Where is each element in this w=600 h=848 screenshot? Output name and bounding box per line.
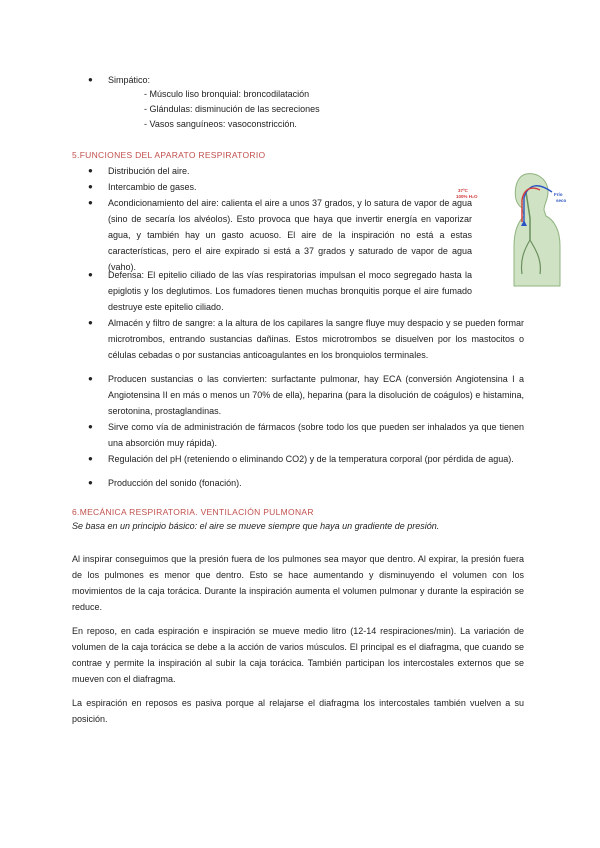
bullet-dot: ● <box>88 182 93 191</box>
bullet-dot: ● <box>88 75 93 84</box>
list-item-text: Regulación del pH (reteniendo o eliminando CO2) y de la temperatura corporal (por pérdida de agua). <box>108 454 514 464</box>
list-item-text: Acondicionamiento del aire: calienta el aire a unos 37 grados, y lo satura de vapor de agua (sino de secaría los alvéolos). Esto provoca que haya que invertir energía en vaporizar agua, y también hay un gasto acuoso. El aire de la inspiración no está a estas características, pero el aire expirado si está a 37 grados y saturado de vapor de agua (vaho). <box>108 198 472 272</box>
list-item-text: Distribución del aire. <box>108 166 190 176</box>
simpatico-sub-2: - Glándulas: disminución de las secreciones <box>144 104 320 114</box>
list-item-text: Almacén y filtro de sangre: a la altura de los capilares la sangre fluye muy despacio y se pueden formar microtrombos, entrando sustancias dañinas. Estos microtrombos se disuelven por los mastocitos o células cebadas o por sustancias anticoagulantes en los bronquiolos terminales. <box>108 318 524 360</box>
bullet-dot: ● <box>88 478 93 487</box>
bullet-dot: ● <box>88 166 93 175</box>
list-item-text: Sirve como vía de administración de fármacos (sobre todo los que pueden ser inhalados ya que tienen una absorción muy rápida). <box>108 422 524 448</box>
paragraph-1: Al inspirar conseguimos que la presión fuera de los pulmones sea mayor que dentro. Al expirar, la presión fuera de los pulmones es menor que dentro. Esto se hace aumentando y disminuyendo el volumen con los movimientos de la caja torácica. Durante la inspiración aumenta el volumen pulmonar y durante la espiración se reduce. <box>72 554 524 612</box>
head-torso-silhouette <box>514 174 560 286</box>
bullet-dot: ● <box>88 318 93 327</box>
list-item-text: Producción del sonido (fonación). <box>108 478 242 488</box>
section-5-heading: 5.FUNCIONES DEL APARATO RESPIRATORIO <box>72 150 266 160</box>
airway-illustration <box>456 170 567 290</box>
paragraph-3: La espiración en reposos es pasiva porque al relajarse el diafragma los intercostales también vuelven a su posición. <box>72 698 524 724</box>
paragraph-2: En reposo, en cada espiración e inspiración se mueve medio litro (12-14 respiraciones/min). La variación de volumen de la caja torácica se debe a la acción de varios músculos. El principal es el diafragma, que cuando se contrae y permite la inspiración al subir la caja torácica. También participan los intercostales externos que se mueven con el diafragma. <box>72 626 524 684</box>
airway-diagram <box>474 170 566 290</box>
list-item-text: Intercambio de gases. <box>108 182 197 192</box>
simpatico-label: Simpático: <box>108 75 151 85</box>
bullet-dot: ● <box>88 374 93 383</box>
bullet-dot: ● <box>88 422 93 431</box>
bullet-dot: ● <box>88 198 93 207</box>
list-item-text: Defensa: El epitelio ciliado de las vías respiratorias impulsan el moco segregado hasta la epiglotis y los deglutimos. Los fumadores tienen muchas bronquitis porque el aire fumado destruye este epitelio ciliado. <box>108 270 472 312</box>
section-6-intro: Se basa en un principio básico: el aire se mueve siempre que haya un gradiente de presión. <box>72 521 440 531</box>
figure-label-dry: seco <box>556 198 567 203</box>
figure-label-cold: Frío <box>554 192 563 197</box>
simpatico-sub-3: - Vasos sanguíneos: vasoconstricción. <box>144 119 297 129</box>
bullet-dot: ● <box>88 270 93 279</box>
simpatico-sub-1: - Músculo liso bronquial: broncodilatación <box>144 89 310 99</box>
section-6-heading: 6.MECÁNICA RESPIRATORIA. VENTILACIÓN PULMONAR <box>72 507 314 517</box>
figure-label-humidity: 100% H₂O <box>456 194 478 199</box>
list-item-text: Producen sustancias o las convierten: surfactante pulmonar, hay ECA (conversión Angiotensina I a Angiotensina II en más o menos un 70% de ella), heparina (para la disolución de coágulos) e histamina, serotonina, prostaglandinas. <box>108 374 524 416</box>
bullet-dot: ● <box>88 454 93 463</box>
figure-label-temp: 37ºC <box>458 188 468 193</box>
